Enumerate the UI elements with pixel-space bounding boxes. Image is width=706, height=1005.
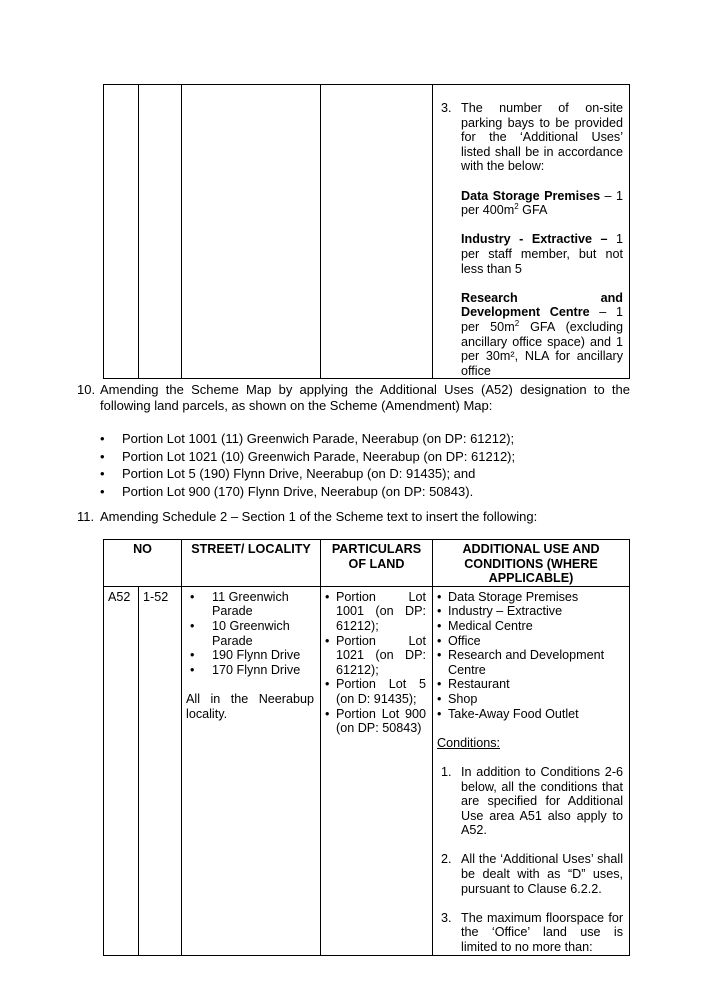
list-item: • Portion Lot 1001 (on DP: 61212); (325, 590, 426, 634)
header-street: STREET/ LOCALITY (182, 540, 321, 587)
schedule-table (103, 539, 630, 956)
list-item: • Medical Centre (437, 619, 623, 634)
list-item: • 10 Greenwich Parade (186, 619, 314, 648)
list-item: 3. The maximum floorspace for the ‘Office’ land use is limited to no more than: (441, 910, 624, 955)
list-item: • Portion Lot 5 (190) Flynn Drive, Neerabup (on D: 91435); and (99, 465, 619, 483)
parcel-list (99, 430, 619, 500)
parking-rate-data-storage: Data Storage Premises – 1 per $400m^2$ GFA (461, 188, 623, 218)
header-particulars: PARTICULARS OF LAND (321, 540, 433, 587)
list-item: 2. All the ‘Additional Uses’ shall be dealt with as “D” uses, pursuant to Clause 6.2.2. (441, 852, 624, 896)
list-item: 1. In addition to Conditions 2-6 below, all the conditions that are specified for Additional Use area A51 also apply to A52. (441, 764, 624, 838)
list-item: • Research and Development Centre (437, 648, 623, 677)
item-11-text: Amending Schedule 2 – Section 1 of the Scheme text to insert the following: (100, 509, 538, 524)
list-item: • Office (437, 634, 623, 649)
list-item: • Shop (437, 692, 623, 707)
conditions-list (437, 765, 623, 955)
header-additional-use: ADDITIONAL USE AND CONDITIONS (WHERE APPLICABLE) (433, 540, 630, 587)
empty-cell (139, 85, 182, 379)
particulars-cell (321, 586, 433, 955)
list-item: • 170 Flynn Drive (186, 663, 314, 678)
list-item: • Data Storage Premises (437, 590, 623, 605)
condition-number: 3. (441, 101, 452, 115)
item-10-text: Amending the Scheme Map by applying the Additional Uses (A52) designation to the following land parcels, as shown on the Scheme (Amendment) Map: (100, 382, 630, 413)
row-ref: 1-52 (139, 586, 182, 955)
continued-conditions-table (103, 84, 630, 379)
list-item: • Portion Lot 1021 (10) Greenwich Parade, Neerabup (on DP: 61212); (99, 448, 619, 466)
item-10-number: 10. (77, 382, 96, 397)
list-item: • Portion Lot 5 (on D: 91435); (325, 677, 426, 706)
parking-rate-research-development: Research and Development Centre – 1 per $50m^2$ GFA (excluding ancillary office space) and 1 per 30m², NLA for ancillary office (461, 290, 623, 378)
header-no: NO (104, 540, 182, 587)
additional-use-cell (433, 586, 630, 955)
list-item: • Industry – Extractive (437, 604, 623, 619)
locality-note: All in the Neerabup locality. (186, 691, 315, 721)
list-item: • 190 Flynn Drive (186, 648, 314, 663)
parking-rate-industry-extractive: Industry - Extractive – 1 per staff member, but not less than 5 (461, 232, 624, 276)
list-item: • Take-Away Food Outlet (437, 707, 623, 722)
list-item: • Portion Lot 1021 (on DP: 61212); (325, 634, 426, 678)
empty-cell (321, 85, 433, 379)
row-code: A52 (104, 586, 139, 955)
list-item: • Restaurant (437, 677, 623, 692)
list-item: • Portion Lot 900 (on DP: 50843) (325, 707, 426, 736)
street-cell (182, 586, 321, 955)
list-item: • 11 Greenwich Parade (186, 590, 314, 619)
empty-cell (182, 85, 321, 379)
conditions-heading: Conditions: (437, 735, 501, 750)
condition-intro: The number of on-site parking bays to be provided for the ‘Additional Uses’ listed shall be in accordance with the below: (461, 101, 623, 174)
list-item: • Portion Lot 1001 (11) Greenwich Parade, Neerabup (on DP: 61212); (99, 430, 619, 448)
list-item: • Portion Lot 900 (170) Flynn Drive, Neerabup (on DP: 50843). (99, 483, 619, 501)
conditions-cell (433, 85, 630, 379)
item-11-number: 11. (77, 509, 95, 524)
empty-cell (104, 85, 139, 379)
